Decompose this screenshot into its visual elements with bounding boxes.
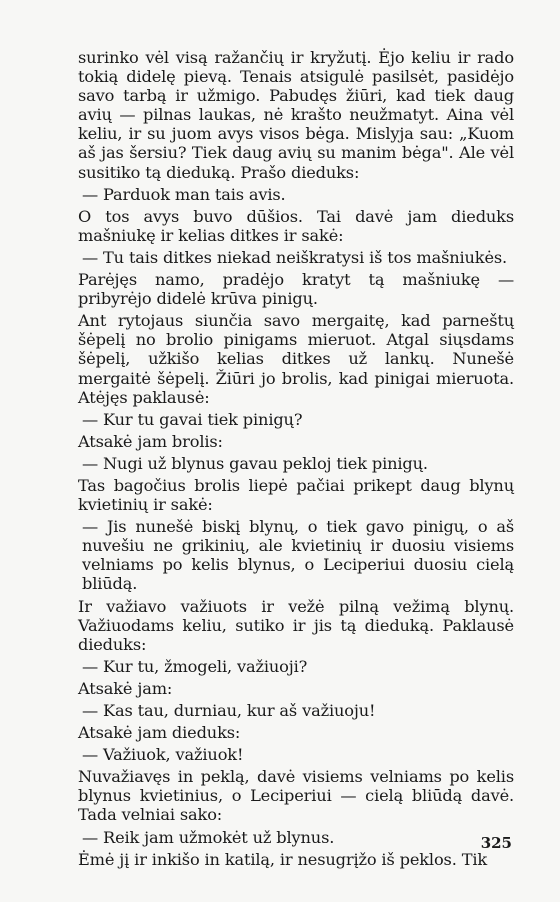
paragraph: Atsakė jam dieduks:: [78, 723, 241, 743]
paragraph: surinko vėl visą ražančių ir kryžutį. Ėjo keliu ir rado tokią didelę pievą. Tenais atsigulė pasilsėt, pasidėjo savo tarbą ir užmigo. Pabudęs žiūri, kad tiek daug avių — pilnas laukas, nė krašto neužmatyt. Aina vėl keliu, ir su juom avys visos bėga. Mislyja sau: „Kuom aš jas šersiu? Tiek daug avių su manim bėga". Ale vėl susitiko tą dieduką. Prašo dieduks:: [78, 48, 514, 182]
paragraph: Parėjęs namo, pradėjo kratyt tą mašniukę — pribyrėjo didelė krūva pinigų.: [78, 270, 514, 309]
paragraph: Ant rytojaus siunčia savo mergaitę, kad parneštų šėpelį no brolio pinigams mieruot. Atgal siųsdams šėpelį, užkišo kelias ditkes už lankų. Nunešė mergaitė šėpelį. Žiūri jo brolis, kad pinigai mieruota. Atėjęs paklausė:: [78, 311, 514, 407]
paragraph: — Kur tu gavai tiek pinigų?: [82, 409, 303, 429]
paragraph: — Važiuok, važiuok!: [82, 745, 244, 765]
page-number: 325: [480, 834, 512, 852]
paragraph: — Parduok man tais avis.: [82, 184, 286, 204]
paragraph: — Kas tau, durniau, kur aš važiuoju!: [82, 701, 376, 720]
paragraph: Ir važiavo važiuots ir vežė pilną vežimą blynų. Važiuodams keliu, sutiko ir jis tą dieduką. Paklausė dieduks:: [78, 596, 514, 654]
paragraph: O tos avys buvo dūšios. Tai davė jam dieduks mašniukę ir kelias ditkes ir sakė:: [78, 206, 514, 245]
paragraph: Atsakė jam brolis:: [78, 431, 223, 451]
paragraph: — Tu tais ditkes niekad neiškratysi iš tos mašniukės.: [82, 247, 508, 267]
paragraph: Tas bagočius brolis liepė pačiai prikept daug blynų kvietinių ir sakė:: [78, 475, 514, 515]
paragraph: — Kur tu, žmogeli, važiuoji?: [82, 656, 308, 676]
page-text: [78, 48, 514, 869]
paragraph: — Reik jam užmokėt už blynus.: [82, 827, 335, 847]
paragraph: Ėmė jį ir inkišo in katilą, ir nesugrįžo iš peklos. Tik: [78, 849, 488, 869]
paragraph: — Jis nunešė biskį blynų, o tiek gavo pinigų, o aš nuvešiu ne grikinių, ale kvietinių ir duosiu visiems velniams po kelis blynus, o Leciperiui duosiu cielą bliūdą.: [82, 517, 514, 594]
paragraph: Atsakė jam:: [78, 678, 173, 698]
paragraph: — Nugi už blynus gavau pekloj tiek pinigų.: [82, 453, 428, 473]
paragraph: Nuvažiavęs in peklą, davė visiems velniams po kelis blynus kvietinius, o Leciperiui — cielą bliūdą davė. Tada velniai sako:: [78, 767, 514, 825]
